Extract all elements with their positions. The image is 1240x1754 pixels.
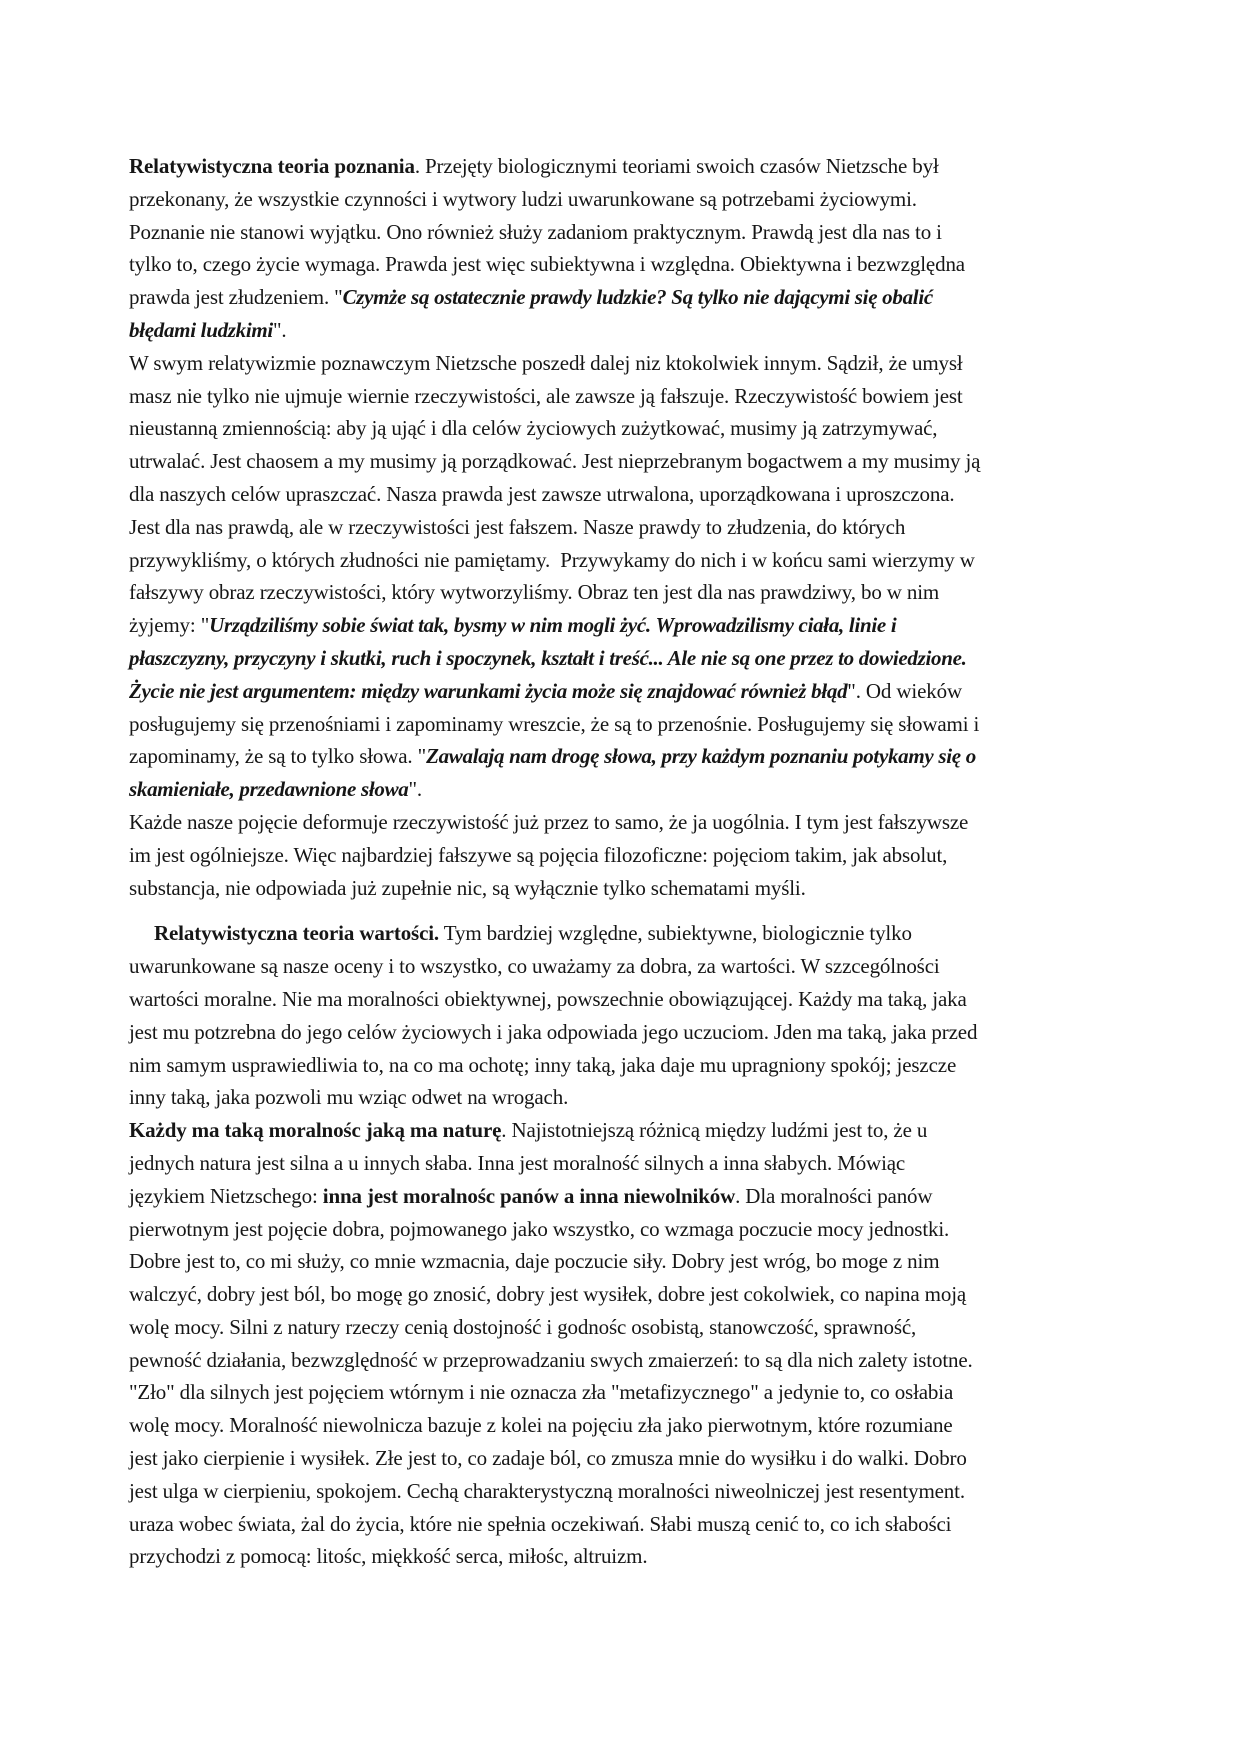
quote-text-segment: Życie nie jest argumentem: między warunkami życia może się znajdować również błąd [129, 678, 848, 703]
text-segment: ". [408, 777, 423, 802]
text-line [129, 576, 1121, 609]
text-line [129, 983, 1121, 1016]
text-segment: przekonany, że wszystkie czynności i wytwory ludzi uwarunkowane są potrzebami życiowymi. [129, 186, 917, 211]
text-segment: . Najistotniejszą różnicą między ludźmi jest to, że u [501, 1118, 928, 1143]
text-segment: "Zło" dla silnych jest pojęciem wtórnym i nie oznacza zła "metafizycznego" a jedynie to, co osłabia [129, 1380, 954, 1405]
text-line [129, 839, 1121, 872]
bold-text-segment: Relatywistyczna teoria poznania [129, 154, 415, 178]
text-line [129, 1376, 1121, 1409]
text-segment: Tym bardziej względne, subiektywne, biologicznie tylko [439, 921, 912, 946]
paragraph-relativistic-theory-of-knowledge [129, 150, 1121, 347]
text-line [129, 150, 1121, 183]
text-line [129, 412, 1121, 445]
text-segment: ". [272, 317, 287, 342]
text-line [129, 609, 1121, 642]
text-line [129, 1311, 1121, 1344]
text-line [129, 544, 1121, 577]
text-segment: Dobre jest to, co mi służy, co mnie wzmacnia, daje poczucie siły. Dobry jest wróg, bo moge z nim [129, 1249, 940, 1274]
bold-text-segment: inna jest moralnośc panów a inna niewolników [322, 1183, 736, 1208]
text-segment: pierwotnym jest pojęcie dobra, pojmowanego jako wszystko, co wzmaga poczucie mocy jednostki. [129, 1216, 950, 1241]
text-segment: przychodzi z pomocą: litośc, miękkość serca, miłośc, altruizm. [129, 1544, 648, 1569]
text-line [129, 1540, 1121, 1573]
text-segment: wolę mocy. Moralność niewolnicza bazuje z kolei na pojęciu zła jako pierwotnym, które rozumiane [129, 1413, 953, 1438]
text-segment: . Przejęty biologicznymi teoriami swoich czasów Nietzsche był [414, 154, 939, 178]
text-line [129, 1409, 1121, 1442]
text-line [129, 773, 1121, 806]
text-line [129, 314, 1121, 347]
text-line [129, 1278, 1121, 1311]
text-segment: pewność działania, bezwzględność w przeprowadzaniu swych zmaierzeń: to są dla nich zalety istotne. [129, 1347, 973, 1372]
quote-text-segment: Zawalają nam drogę słowa, przy każdym poznaniu potykamy się o [426, 744, 976, 769]
text-line [129, 872, 1121, 905]
text-line [129, 1442, 1121, 1475]
text-segment: utrwalać. Jest chaosem a my musimy ją porządkować. Jest nieprzebranym bogactwem a my musimy ją [129, 449, 981, 474]
quote-text-segment: skamieniałe, przedawnione słowa [129, 777, 409, 802]
paragraph-master-and-slave-morality [129, 1114, 1121, 1573]
bold-text-segment: Relatywistyczna teoria wartości. [154, 921, 440, 946]
text-line [129, 183, 1121, 216]
text-line [129, 1180, 1121, 1213]
text-segment: W swym relatywizmie poznawczym Nietzsche poszedł dalej niz ktokolwiek innym. Sądził, że umysł [129, 350, 963, 375]
text-line [129, 1344, 1121, 1377]
text-line [129, 1245, 1121, 1278]
text-line [129, 708, 1121, 741]
text-line [129, 1049, 1121, 1082]
text-line [129, 216, 1121, 249]
text-segment: substancja, nie odpowiada już zupełnie nic, są wyłącznie tylko schematami myśli. [129, 875, 806, 900]
quote-text-segment: płaszczyzny, przyczyny i skutki, ruch i spoczynek, kształt i treść... Ale nie są one przez to dowiedzione. [129, 645, 967, 670]
text-segment: wolę mocy. Silni z natury rzeczy cenią dostojność i godnośc osobistą, stanowczość, sprawność, [129, 1314, 917, 1339]
text-line [129, 1508, 1121, 1541]
text-segment: żyjemy: " [129, 613, 210, 638]
text-segment: walczyć, dobry jest ból, bo mogę go znosić, dobry jest wysiłek, dobre jest cokolwiek, co napina moją [129, 1282, 967, 1307]
text-segment: wartości moralne. Nie ma moralności obiektywnej, powszechnie obowiązującej. Każdy ma taką, jaka [129, 986, 967, 1011]
text-segment: nim samym usprawiedliwia to, na co ma ochotę; inny taką, jaka daje mu upragniony spokój; jeszcze [129, 1052, 957, 1077]
text-line [129, 281, 1121, 314]
text-line [129, 248, 1121, 281]
text-segment: fałszywy obraz rzeczywistości, który wytworzyliśmy. Obraz ten jest dla nas prawdziwy, bo w nim [129, 580, 940, 605]
text-line [129, 1081, 1121, 1114]
text-segment: Każde nasze pojęcie deformuje rzeczywistość już przez to samo, że ja uogólnia. I tym jest fałszywsze [129, 809, 969, 834]
quote-text-segment: błędami ludzkimi [129, 317, 273, 342]
text-line [129, 511, 1121, 544]
bold-text-segment: Każdy ma taką moralnośc jaką ma naturę [129, 1118, 502, 1143]
text-segment: posługujemy się przenośniami i zapominamy wreszcie, że są to przenośnie. Posługujemy się słowami i [129, 711, 980, 736]
text-segment: zapominamy, że są to tylko słowa. " [129, 744, 427, 769]
text-line [129, 1147, 1121, 1180]
text-line [129, 740, 1121, 773]
text-segment: uwarunkowane są nasze oceny i to wszystko, co uważamy za dobra, za wartości. W szzcególności [129, 954, 940, 979]
text-line [129, 1475, 1121, 1508]
text-segment: jednych natura jest silna a u innych słaba. Inna jest moralność silnych a inna słabych. Mówiąc [129, 1150, 906, 1175]
text-segment: jest ulga w cierpieniu, spokojem. Cechą charakterystyczną moralności niweolniczej jest resentyment. [129, 1478, 965, 1503]
text-line [129, 675, 1121, 708]
text-line [129, 950, 1121, 983]
text-segment: prawda jest złudzeniem. " [129, 285, 343, 310]
text-line [129, 1016, 1121, 1049]
text-segment: dla naszych celów upraszczać. Nasza prawda jest zawsze utrwalona, uporządkowana i uproszczona. [129, 481, 955, 506]
text-line [129, 1213, 1121, 1246]
text-segment: Poznanie nie stanowi wyjątku. Ono również służy zadaniom praktycznym. Prawdą jest dla nas to i [129, 219, 942, 244]
text-segment: uraza wobec świata, żal do życia, które nie spełnia oczekiwań. Słabi muszą cenić to, co ich słabości [129, 1511, 952, 1536]
text-line [129, 642, 1121, 675]
text-line [129, 1114, 1121, 1147]
text-line [129, 445, 1121, 478]
text-segment: im jest ogólniejsze. Więc najbardziej fałszywe są pojęcia filozoficzne: pojęciom takim, jak absolut, [129, 842, 948, 867]
text-line [129, 380, 1121, 413]
quote-text-segment: Urządziliśmy sobie świat tak, bysmy w nim mogli żyć. Wprowadzilismy ciała, linie i [209, 613, 897, 638]
paragraph-epistemic-relativism [129, 347, 1121, 806]
text-segment: jest jako cierpienie i wysiłek. Złe jest to, co zadaje ból, co zmusza mnie do wysiłku i do walki. Dobro [129, 1446, 967, 1471]
text-line [129, 478, 1121, 511]
text-segment: . Dla moralności panów [735, 1183, 933, 1208]
paragraph-concepts-deform-reality [129, 806, 1121, 904]
text-segment: językiem Nietzschego: [129, 1183, 323, 1208]
text-segment: inny taką, jaka pozwoli mu wziąc odwet na wrogach. [129, 1085, 569, 1110]
text-segment: Jest dla nas prawdą, ale w rzeczywistości jest fałszem. Nasze prawdy to złudzenia, do których [129, 514, 906, 539]
text-line [129, 917, 1121, 950]
quote-text-segment: Czymże są ostatecznie prawdy ludzkie? Są tylko nie dającymi się obalić [342, 285, 933, 310]
text-line [129, 347, 1121, 380]
text-segment: przywykliśmy, o których złudności nie pamiętamy. Przywykamy do nich i w końcu sami wierzymy w [129, 547, 975, 572]
text-segment: ". Od wieków [847, 678, 962, 703]
text-segment: tylko to, czego życie wymaga. Prawda jest więc subiektywna i względna. Obiektywna i bezwzględna [129, 252, 965, 277]
paragraph-relativistic-theory-of-values [129, 917, 1121, 1114]
text-line [129, 806, 1121, 839]
text-segment: masz nie tylko nie ujmuje wiernie rzeczywistości, ale zawsze ją fałszuje. Rzeczywistość bowiem jest [129, 383, 963, 408]
text-segment: jest mu potzrebna do jego celów życiowych i jaka odpowiada jego uczuciom. Jden ma taką, jaka przed [129, 1019, 978, 1044]
document-text-block [129, 150, 1121, 1573]
text-segment: nieustanną zmiennością: aby ją ująć i dla celów życiowych zużytkować, musimy ją zatrzymywać, [129, 416, 938, 441]
